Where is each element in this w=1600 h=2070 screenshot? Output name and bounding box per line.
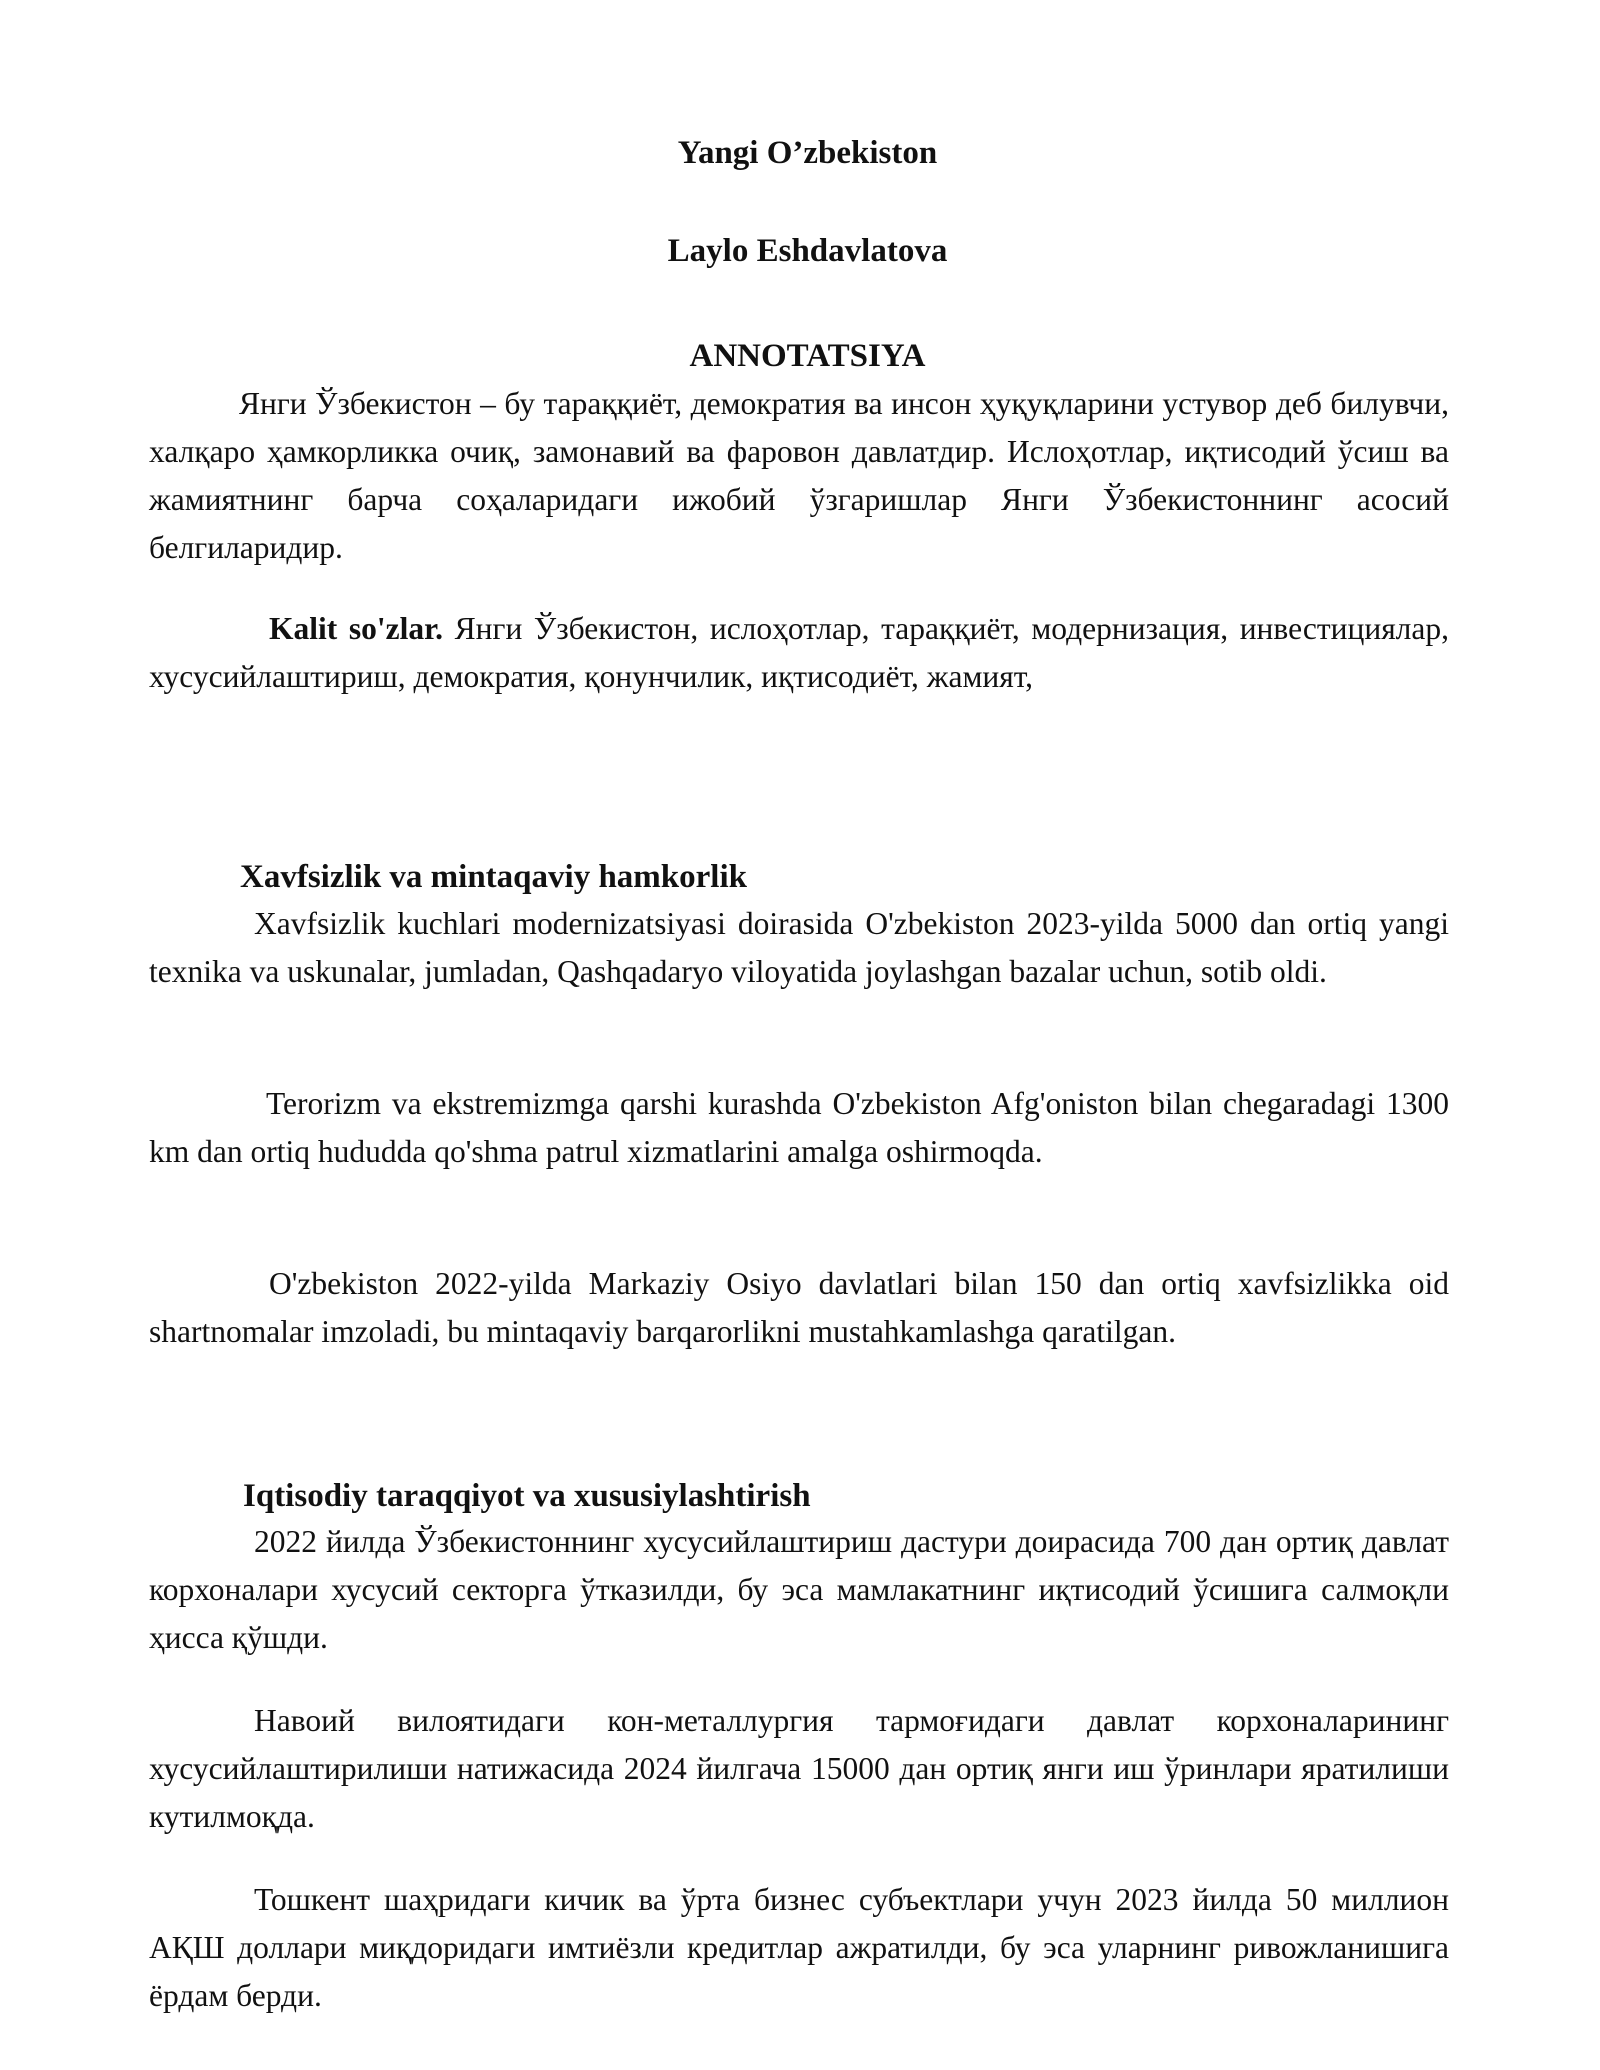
keywords-text: Янги Ўзбекистон, ислоҳотлар, тараққиёт, модернизация, инвестициялар, хусусийлаштириш, демократия, қонунчилик, иқтисодиёт, жамият,	[149, 611, 1450, 694]
author-name: Laylo Eshdavlatova	[667, 233, 948, 269]
section-paragraph: Xavfsizlik kuchlari modernizatsiyasi doirasida O'zbekiston 2023-yilda 5000 dan ortiq yangi texnika va uskunalar, jumladan, Qashqadaryo viloyatida joylashgan bazalar uchun, sotib oldi.	[149, 906, 1449, 989]
section-paragraph: 2022 йилда Ўзбекистоннинг хусусийлаштириш дастури доирасида 700 дан ортиқ давлат корхоналари хусусий секторга ўтказилди, бу эса мамлакатнинг иқтисодий ўсишига салмоқли ҳисса қўшди.	[149, 1524, 1449, 1655]
keywords-paragraph	[149, 605, 1449, 701]
section-paragraph: Навоий вилоятидаги кон-металлургия тармоғидаги давлат корхоналарининг хусусийлаштирилиши натижасида 2024 йилгача 15000 дан ортиқ янги иш ўринлари яратилиши кутилмоқда.	[149, 1703, 1449, 1834]
keywords-label: Kalit so'zlar.	[269, 611, 444, 646]
document-title: Yangi O’zbekiston	[677, 135, 938, 171]
section-paragraph: Тошкент шаҳридаги кичик ва ўрта бизнес субъектлари учун 2023 йилда 50 миллион АҚШ доллари миқдоридаги имтиёзли кредитлар ажратилди, бу эса уларнинг ривожланишига ёрдам берди.	[149, 1882, 1449, 2013]
section-paragraph: Terorizm va ekstremizmga qarshi kurashda O'zbekiston Afg'oniston bilan chegaradagi 1300 km dan ortiq hududda qo'shma patrul xizmatlarini amalga oshirmoqda.	[149, 1086, 1449, 1169]
section-heading-economy: Iqtisodiy taraqqiyot va xususiylashtirish	[243, 1478, 811, 1514]
annotation-heading: ANNOTATSIYA	[689, 338, 926, 374]
annotation-paragraph: Янги Ўзбекистон – бу тараққиёт, демократия ва инсон ҳуқуқларини устувор деб билувчи, халқаро ҳамкорликка очиқ, замонавий ва фаровон давлатдир. Ислоҳотлар, иқтисодий ўсиш ва жамиятнинг барча соҳаларидаги ижобий ўзгаришлар Янги Ўзбекистоннинг асосий белгиларидир.	[149, 386, 1449, 565]
section-paragraph: O'zbekiston 2022-yilda Markaziy Osiyo davlatlari bilan 150 dan ortiq xavfsizlikka oid shartnomalar imzoladi, bu mintaqaviy barqarorlikni mustahkamlashga qaratilgan.	[149, 1266, 1449, 1349]
section-heading-security: Xavfsizlik va mintaqaviy hamkorlik	[240, 859, 747, 895]
